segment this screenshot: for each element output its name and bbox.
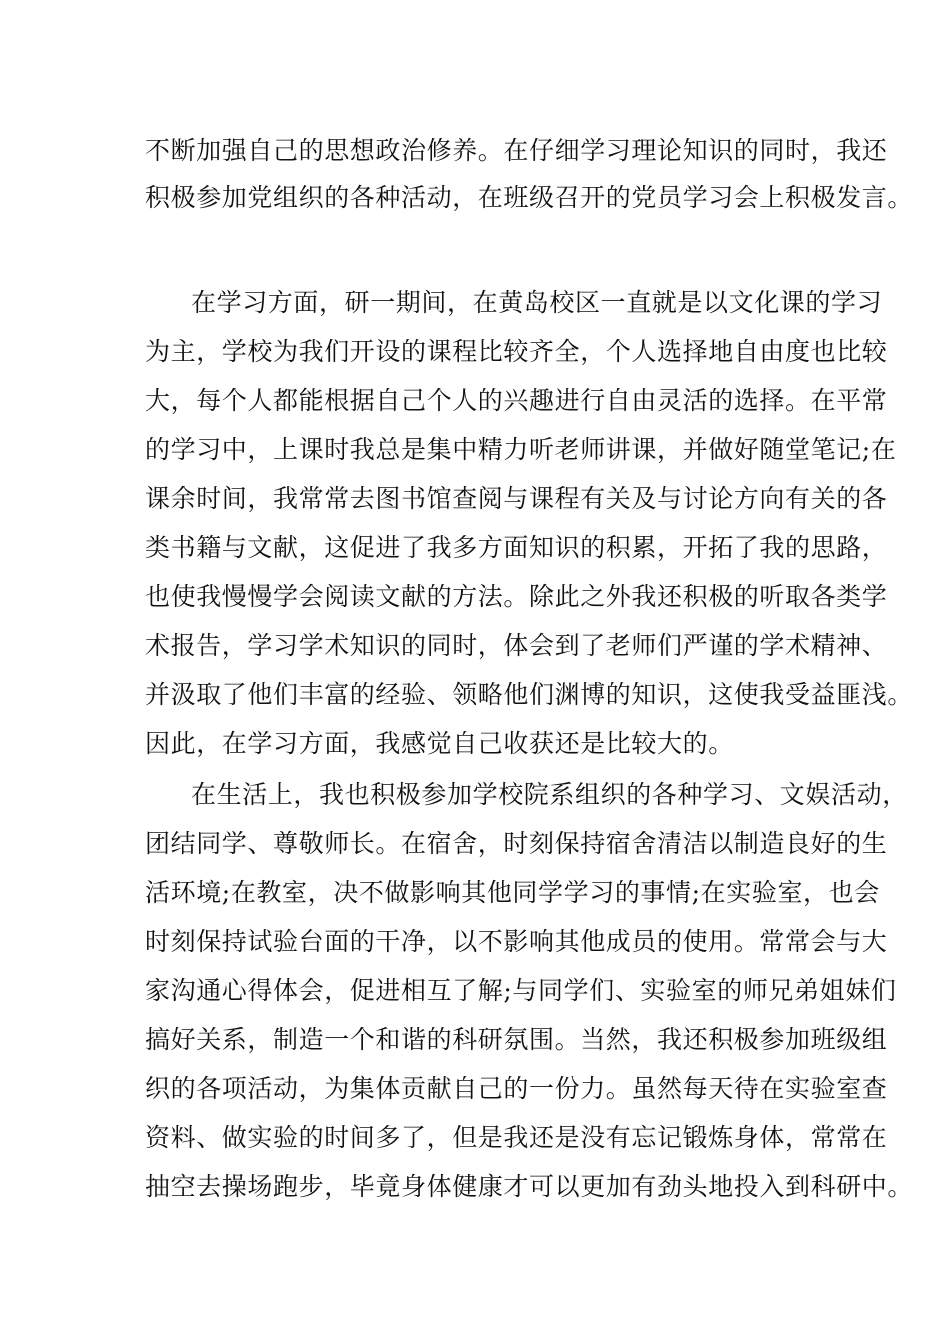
paragraph-line: 类书籍与文献，这促进了我多方面知识的积累，开拓了我的思路， <box>145 533 888 562</box>
paragraph-line: 也使我慢慢学会阅读文献的方法。除此之外我还积极的听取各类学 <box>145 582 888 611</box>
paragraph-line: 资料、做实验的时间多了，但是我还是没有忘记锻炼身体，常常在 <box>145 1123 888 1152</box>
paragraph-line: 不断加强自己的思想政治修养。在仔细学习理论知识的同时，我还 <box>145 136 888 165</box>
paragraph-line: 课余时间，我常常去图书馆查阅与课程有关及与讨论方向有关的各 <box>145 484 888 513</box>
paragraph-line: 术报告，学习学术知识的同时，体会到了老师们严谨的学术精神、 <box>145 631 888 660</box>
paragraph-line: 并汲取了他们丰富的经验、领略他们渊博的知识，这使我受益匪浅。 <box>145 680 914 709</box>
paragraph-line: 织的各项活动，为集体贡献自己的一份力。虽然每天待在实验室查 <box>145 1074 888 1103</box>
paragraph-line: 活环境;在教室，决不做影响其他同学学习的事情;在实验室，也会 <box>145 878 880 907</box>
paragraph-line: 家沟通心得体会，促进相互了解;与同学们、实验室的师兄弟姐妹们 <box>145 976 897 1005</box>
paragraph-line: 积极参加党组织的各种活动，在班级召开的党员学习会上积极发言。 <box>145 183 914 212</box>
paragraph-line: 因此，在学习方面，我感觉自己收获还是比较大的。 <box>145 729 734 758</box>
paragraph-line: 搞好关系，制造一个和谐的科研氛围。当然，我还积极参加班级组 <box>145 1025 888 1054</box>
paragraph-line: 大，每个人都能根据自己个人的兴趣进行自由灵活的选择。在平常 <box>145 386 888 415</box>
paragraph-line: 在学习方面，研一期间，在黄岛校区一直就是以文化课的学习 <box>191 288 883 317</box>
paragraph-line: 在生活上，我也积极参加学校院系组织的各种学习、文娱活动， <box>191 780 908 809</box>
paragraph-line: 团结同学、尊敬师长。在宿舍，时刻保持宿舍清洁以制造良好的生 <box>145 829 888 858</box>
paragraph-line: 时刻保持试验台面的干净，以不影响其他成员的使用。常常会与大 <box>145 927 888 956</box>
paragraph-line: 为主，学校为我们开设的课程比较齐全，个人选择地自由度也比较 <box>145 337 888 366</box>
paragraph-line: 的学习中，上课时我总是集中精力听老师讲课，并做好随堂笔记;在 <box>145 435 897 464</box>
paragraph-line: 抽空去操场跑步，毕竟身体健康才可以更加有劲头地投入到科研中。 <box>145 1172 914 1201</box>
